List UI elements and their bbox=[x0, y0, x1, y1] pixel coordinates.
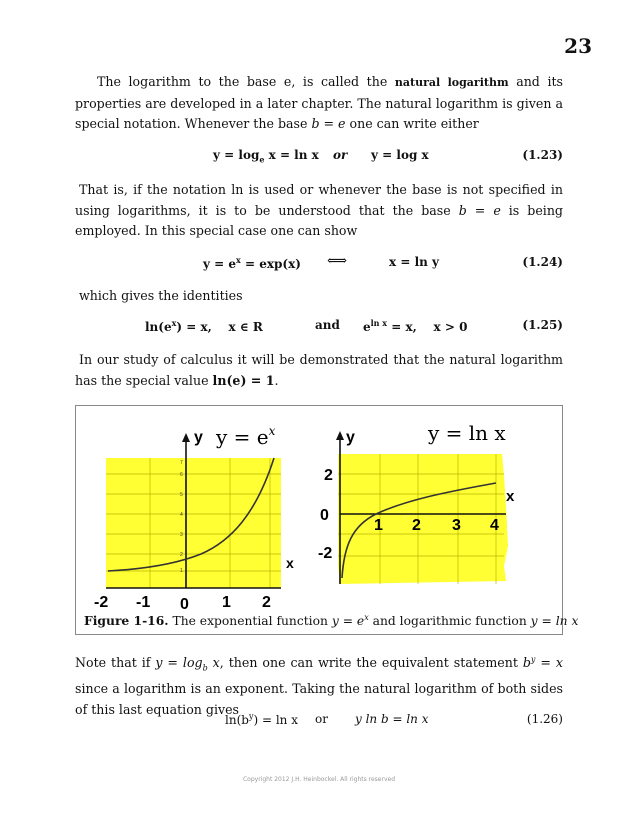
inline-math: $y = \log_b x$ bbox=[155, 655, 220, 673]
exp-y-ticks bbox=[180, 460, 183, 574]
ln-plot-background bbox=[338, 454, 508, 584]
equation-1-25 bbox=[75, 318, 563, 338]
eq-first: $\ln(e^x) = x$, x ∈ R bbox=[145, 318, 263, 334]
equation-number: (1.26) bbox=[526, 712, 563, 726]
eq-or: or bbox=[333, 148, 348, 162]
eq-second: $e^{ln x} = x$, x > 0 bbox=[363, 318, 468, 334]
text: That is, if the notation bbox=[79, 182, 232, 197]
ln-plot bbox=[318, 421, 515, 584]
figure-graphs bbox=[76, 406, 562, 634]
x-tick-label: 2 bbox=[412, 517, 421, 534]
eq-right: y = log x bbox=[371, 148, 429, 162]
text: , then one can write the equivalent statement bbox=[219, 655, 523, 671]
text: The exponential function bbox=[168, 614, 332, 629]
x-tick-label: 3 bbox=[452, 517, 461, 534]
eq-right: x = ln y bbox=[389, 255, 439, 269]
text: is being employed. In this special case one can show bbox=[75, 202, 563, 238]
paragraph-special-value bbox=[75, 350, 563, 391]
eq-right: y ln b = ln x bbox=[355, 712, 429, 726]
text: and its properties are developed in a later chapter. The natural logarithm is given a special notation. Whenever the base bbox=[75, 74, 563, 131]
y-tick-label: 5 bbox=[180, 492, 183, 498]
paragraph-log-exponent bbox=[75, 650, 563, 720]
ln-y-ticks bbox=[318, 467, 333, 562]
text: since a logarithm is an exponent. Taking the natural logarithm of both sides of this last equation gives bbox=[75, 681, 563, 717]
ln-y-label: y bbox=[346, 429, 355, 446]
y-tick-label: 2 bbox=[324, 467, 333, 484]
text: The logarithm to the base e, is called the bbox=[97, 74, 395, 89]
caption-label: Figure 1-16. bbox=[84, 613, 169, 629]
copyright-footer: Copyright 2012 J.H. Heinbockel. All rights reserved bbox=[242, 776, 396, 783]
y-tick-label: -2 bbox=[318, 545, 333, 562]
x-tick-label: 0 bbox=[180, 596, 189, 613]
text: one can write either bbox=[345, 116, 479, 131]
x-tick-label: 1 bbox=[374, 517, 383, 534]
exp-plot bbox=[94, 424, 294, 613]
inline-math: b = e bbox=[458, 202, 501, 218]
figure-caption bbox=[84, 605, 579, 631]
exp-x-label: x bbox=[286, 555, 294, 571]
text: is used or whenever the base is not specified in using logarithms, it is to be understood that the base bbox=[75, 182, 563, 218]
inline-math: $y = e^x$ bbox=[331, 613, 369, 629]
y-tick-label: 3 bbox=[180, 532, 183, 538]
y-tick-label: 1 bbox=[180, 568, 183, 574]
exp-title: $y = e^x$ bbox=[216, 424, 276, 449]
equivalence-arrow: ⟺ bbox=[327, 253, 348, 269]
x-tick-label: -1 bbox=[136, 594, 151, 611]
y-tick-label: 7 bbox=[180, 460, 183, 466]
x-tick-label: 2 bbox=[262, 594, 271, 611]
inline-math: $b^y = x$ bbox=[522, 655, 563, 671]
ln-title: y = ln x bbox=[428, 421, 506, 445]
equation-number: (1.24) bbox=[522, 255, 563, 269]
page-number: 23 bbox=[564, 34, 592, 58]
eq-left: $\ln(b^y) = \ln x$ bbox=[225, 712, 298, 727]
text: Note that if bbox=[75, 655, 156, 671]
x-tick-label: -2 bbox=[94, 594, 109, 611]
ln-x-label: x bbox=[506, 488, 515, 505]
equation-1-23 bbox=[75, 148, 563, 168]
exp-y-axis-arrow bbox=[182, 433, 190, 442]
equation-number: (1.25) bbox=[522, 318, 563, 332]
text: . bbox=[274, 372, 279, 388]
paragraph-notation bbox=[75, 180, 563, 242]
text: and logarithmic function bbox=[368, 614, 531, 629]
inline-math: y = ln x bbox=[530, 614, 579, 629]
x-tick-label: 4 bbox=[490, 517, 499, 534]
y-tick-label: 6 bbox=[180, 472, 183, 478]
text: In our study of calculus it will be demonstrated that the natural logarithm has the special value bbox=[75, 352, 563, 388]
ln-y-axis-arrow bbox=[336, 431, 344, 440]
eq-left: $y = e^x = \exp(x)$ bbox=[203, 255, 301, 271]
term-natural-logarithm: natural logarithm bbox=[394, 76, 509, 89]
equation-number: (1.23) bbox=[522, 148, 563, 162]
paragraph-identities: which gives the identities bbox=[79, 288, 243, 303]
y-tick-label: 2 bbox=[180, 552, 183, 558]
y-tick-label: 4 bbox=[180, 512, 183, 518]
eq-and: and bbox=[315, 318, 340, 332]
y-tick-label: 0 bbox=[320, 507, 329, 524]
equation-1-26 bbox=[75, 712, 563, 732]
exp-y-label: y bbox=[194, 429, 203, 446]
eq-left: $y = \log_e x = \ln x$ bbox=[213, 148, 319, 165]
inline-math: ln bbox=[231, 182, 244, 197]
eq-or: or bbox=[315, 712, 328, 726]
figure-1-16 bbox=[75, 405, 563, 635]
x-tick-label: 1 bbox=[222, 594, 231, 611]
inline-math: b = e bbox=[311, 116, 346, 131]
equation-1-24 bbox=[75, 255, 563, 275]
inline-math: ln(e) = 1 bbox=[212, 372, 275, 388]
paragraph-natural-log-intro bbox=[75, 72, 563, 135]
